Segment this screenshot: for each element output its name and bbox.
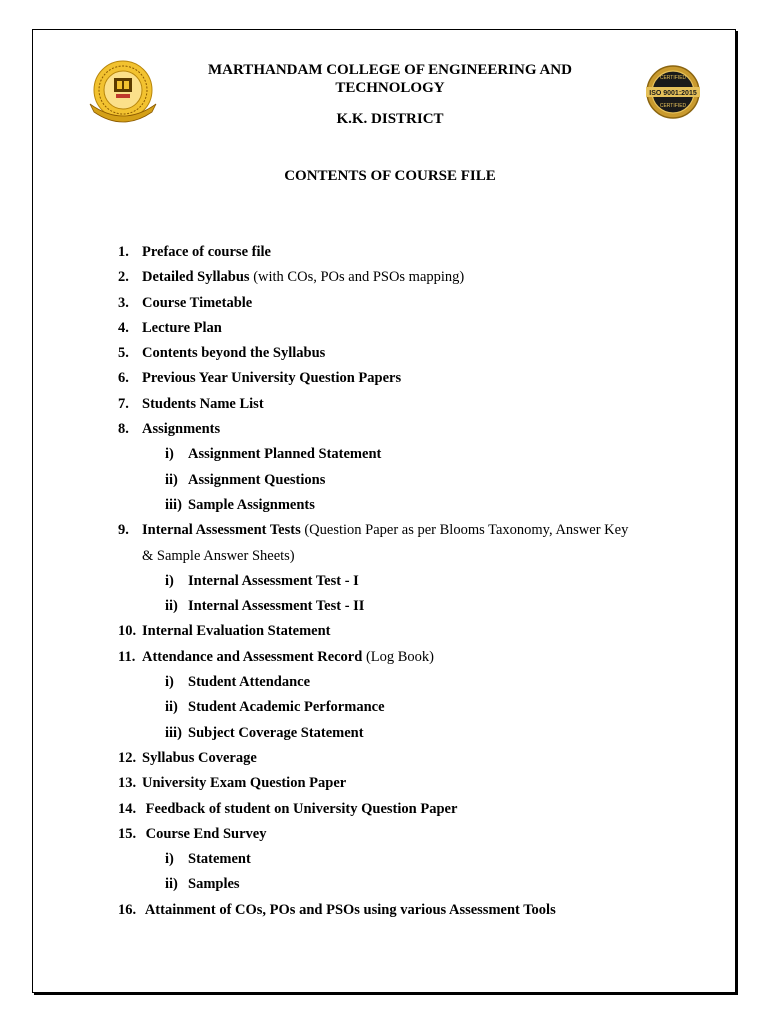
list-item: 3. Course Timetable bbox=[118, 294, 253, 311]
list-item: 7. Students Name List bbox=[118, 395, 264, 412]
sub-list-item: i) Internal Assessment Test - I bbox=[165, 572, 359, 589]
contents-title: CONTENTS OF COURSE FILE bbox=[284, 168, 496, 184]
district-heading: K.K. DISTRICT bbox=[336, 111, 444, 127]
sub-list-item: iii) Subject Coverage Statement bbox=[165, 724, 364, 741]
sub-list-item: ii) Student Academic Performance bbox=[165, 699, 385, 716]
list-item: 16. Attainment of COs, POs and PSOs using various Assessment Tools bbox=[118, 901, 556, 918]
sub-list-item: ii) Samples bbox=[165, 876, 240, 893]
list-item: 15. Course End Survey bbox=[118, 825, 267, 842]
sub-list-item: i) Student Attendance bbox=[165, 674, 311, 691]
iso-badge-middle-text: ISO 9001:2015 bbox=[649, 90, 697, 97]
list-item: 2. Detailed Syllabus (with COs, POs and PSOs mapping) bbox=[118, 269, 465, 286]
sub-list-item: iii) Sample Assignments bbox=[165, 496, 315, 513]
college-name-line2: TECHNOLOGY bbox=[335, 80, 445, 96]
sub-list-item: i) Statement bbox=[165, 851, 251, 868]
list-item: 11. Attendance and Assessment Record (Log Book) bbox=[118, 648, 434, 665]
college-emblem-logo bbox=[86, 60, 160, 124]
list-item: 9. Internal Assessment Tests (Question Paper as per Blooms Taxonomy, Answer Key bbox=[118, 522, 629, 539]
contents-list bbox=[118, 242, 678, 925]
college-name-line1: MARTHANDAM COLLEGE OF ENGINEERING AND bbox=[208, 62, 572, 78]
list-item: 13. University Exam Question Paper bbox=[118, 775, 347, 792]
iso-certified-badge bbox=[642, 64, 704, 120]
list-item: 10. Internal Evaluation Statement bbox=[118, 623, 331, 640]
sub-list-item: ii) Internal Assessment Test - II bbox=[165, 598, 365, 615]
list-item: 4. Lecture Plan bbox=[118, 319, 222, 336]
iso-badge-top-text: CERTIFIED bbox=[659, 75, 687, 81]
list-item: 5. Contents beyond the Syllabus bbox=[118, 345, 326, 362]
list-item: 8. Assignments bbox=[118, 421, 221, 438]
list-item: 14. Feedback of student on University Question Paper bbox=[118, 800, 458, 817]
list-item-continuation: & Sample Answer Sheets) bbox=[142, 547, 295, 564]
college-name bbox=[190, 61, 590, 97]
list-item: 1. Preface of course file bbox=[118, 244, 271, 260]
sub-list-item: ii) Assignment Questions bbox=[165, 471, 326, 488]
list-item: 6. Previous Year University Question Papers bbox=[118, 370, 402, 387]
iso-badge-bottom-text: CERTIFIED bbox=[659, 103, 687, 109]
list-item: 12. Syllabus Coverage bbox=[118, 749, 257, 766]
sub-list-item: i) Assignment Planned Statement bbox=[165, 446, 382, 463]
